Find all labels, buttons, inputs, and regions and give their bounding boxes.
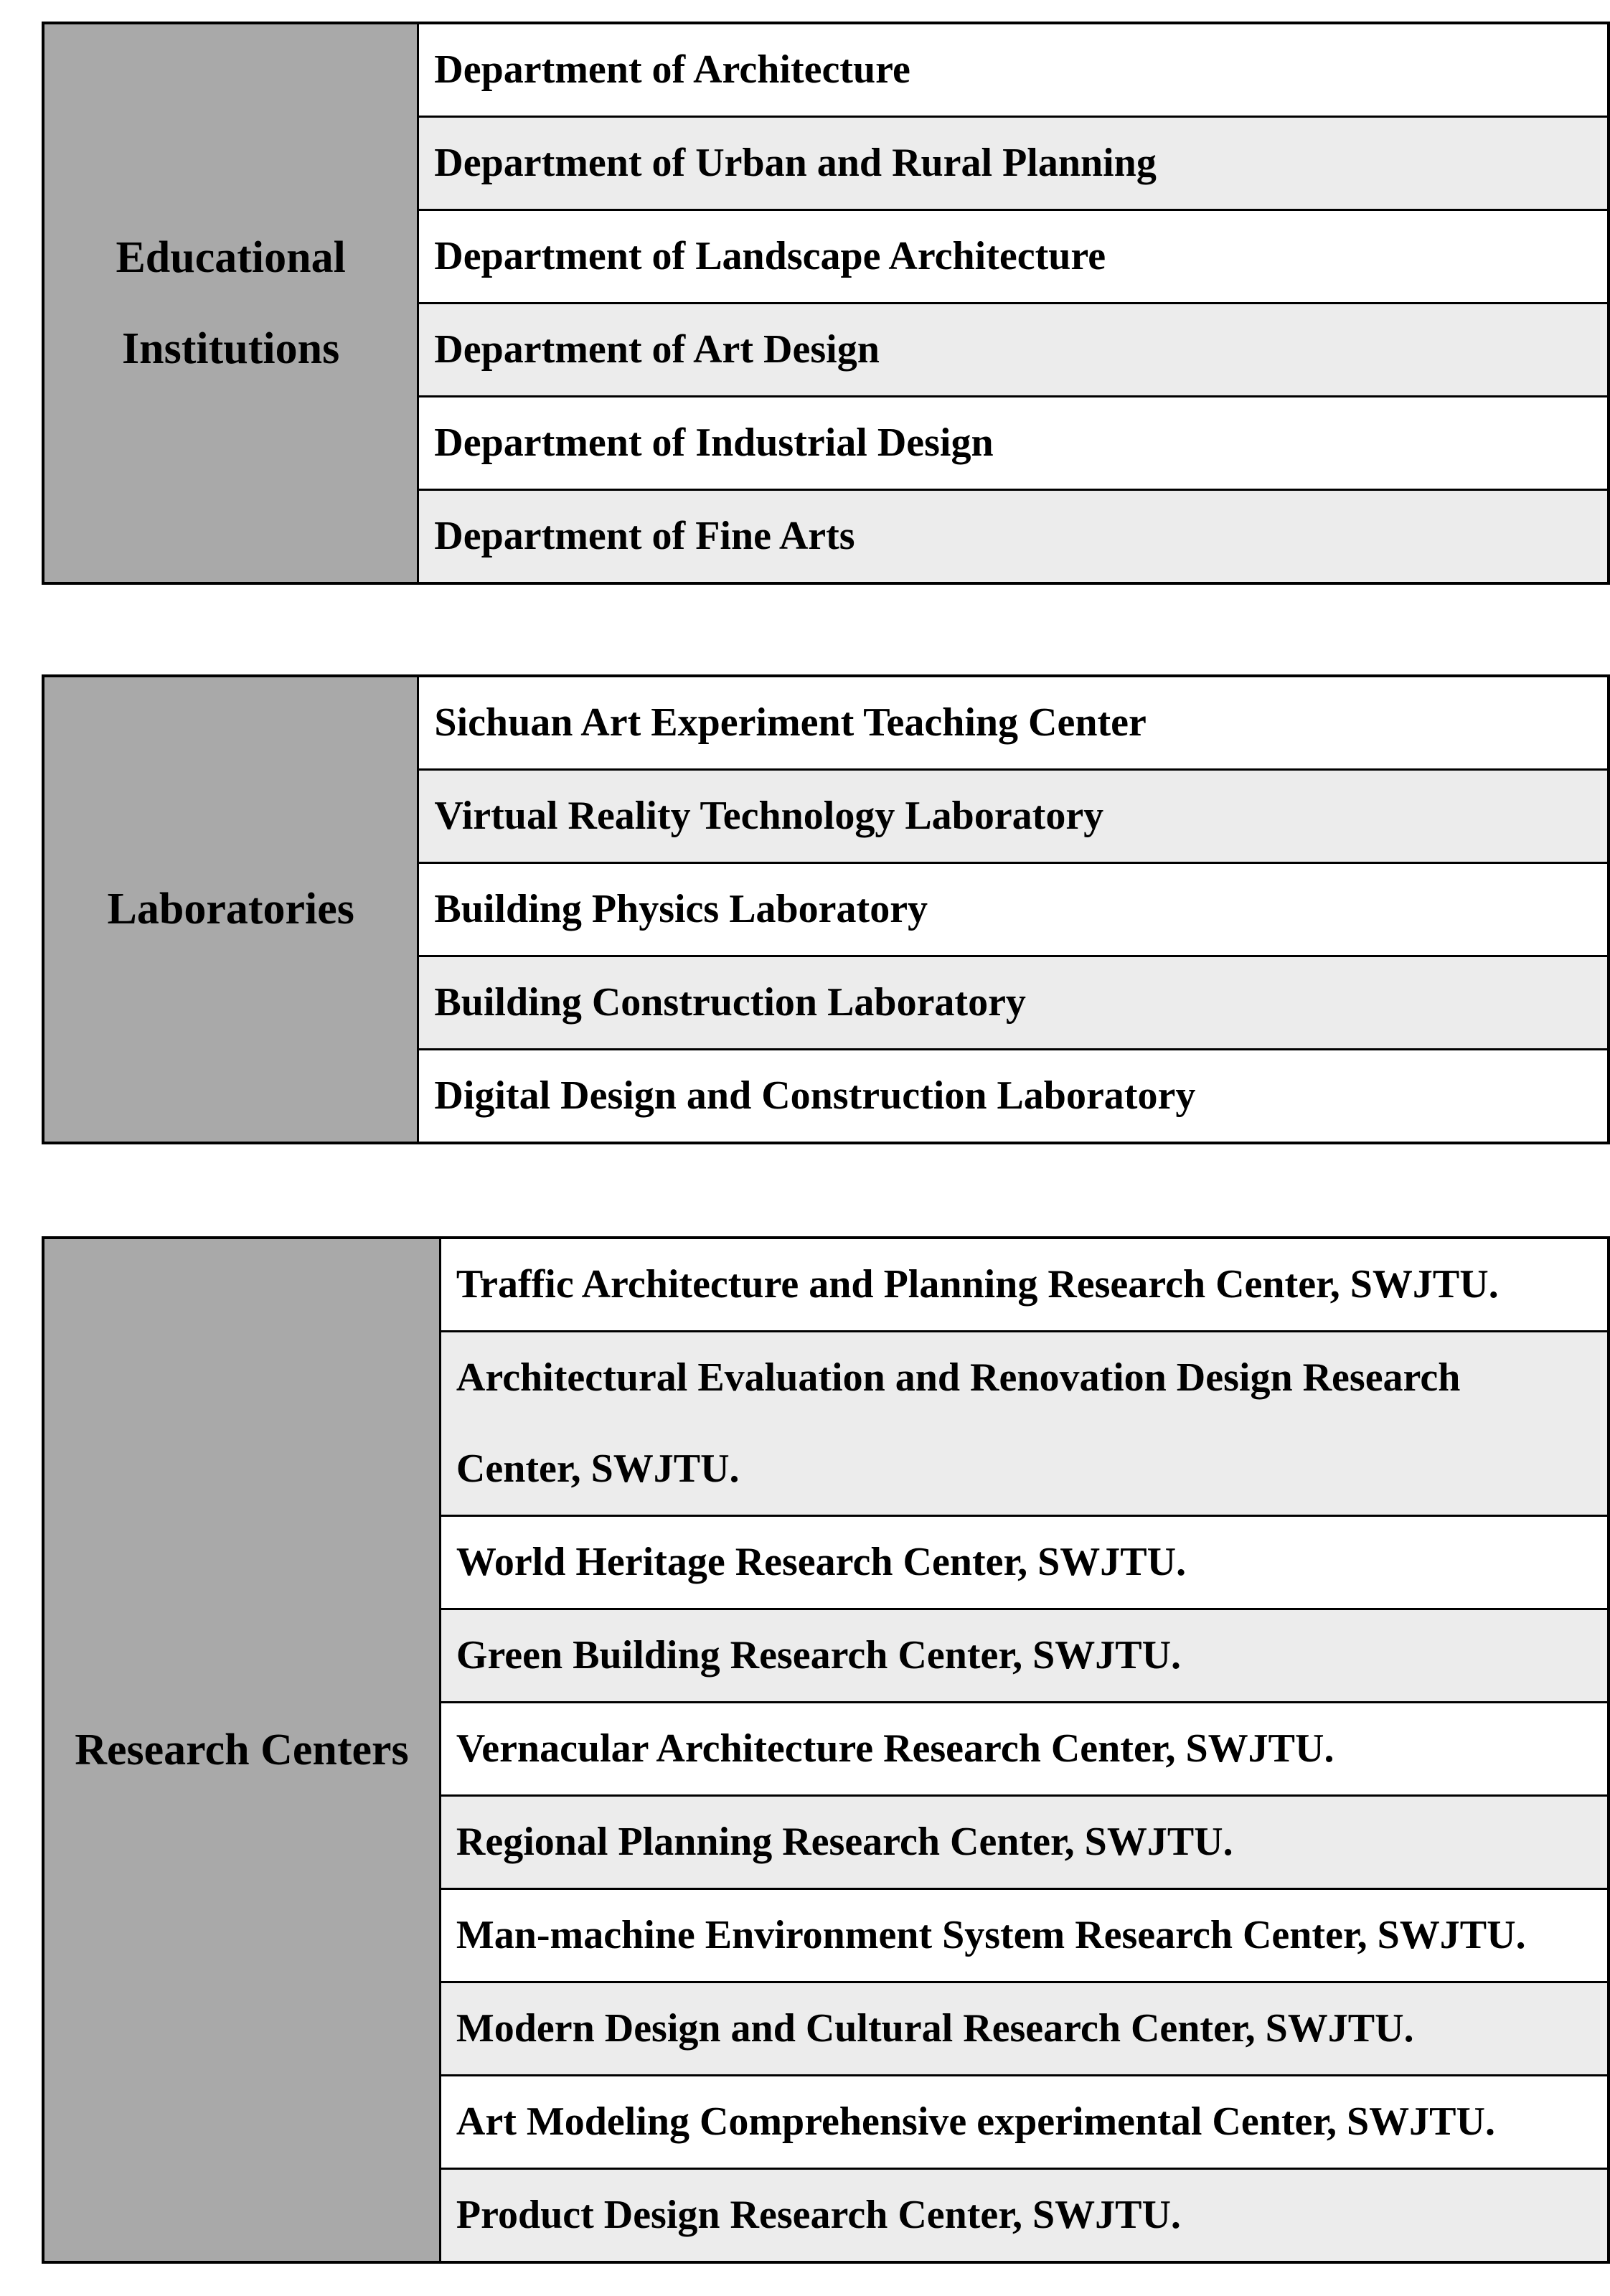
table-cell <box>418 117 1609 210</box>
table-row <box>43 23 1609 117</box>
laboratories-table <box>42 674 1610 1144</box>
table-cell <box>440 1796 1609 1889</box>
document <box>0 22 1610 2264</box>
table-cell <box>440 1889 1609 1982</box>
table-header-label: Institutions <box>122 324 340 373</box>
table-cell <box>418 956 1609 1050</box>
table-cell <box>440 2076 1609 2169</box>
table-cell <box>418 397 1609 490</box>
cell-text: Virtual Reality Technology Laboratory <box>434 794 1104 838</box>
educational-institutions-header-cell <box>43 23 418 583</box>
table-header-label: Educational <box>116 232 346 282</box>
table-cell <box>418 863 1609 956</box>
table-cell <box>440 1609 1609 1703</box>
table-cell <box>418 304 1609 397</box>
cell-text: Building Construction Laboratory <box>434 980 1026 1025</box>
cell-text: Center, SWJTU. <box>456 1446 740 1491</box>
table-cell <box>418 676 1609 770</box>
table-row <box>43 676 1609 770</box>
cell-text: Digital Design and Construction Laboratory <box>434 1073 1196 1118</box>
cell-text: Regional Planning Research Center, SWJTU. <box>456 1820 1233 1864</box>
cell-text: Art Modeling Comprehensive experimental Center, SWJTU. <box>456 2099 1495 2144</box>
table-header-label: Research Centers <box>75 1725 409 1774</box>
research-centers-header-cell <box>43 1238 440 2262</box>
cell-text: Department of Art Design <box>434 327 880 372</box>
cell-text: Vernacular Architecture Research Center, SWJTU. <box>456 1726 1334 1771</box>
table-cell <box>418 23 1609 117</box>
table-cell <box>440 1332 1609 1516</box>
table-cell <box>440 1982 1609 2076</box>
laboratories-header-cell <box>43 676 418 1143</box>
cell-text: Department of Urban and Rural Planning <box>434 141 1157 185</box>
table-cell <box>440 1516 1609 1609</box>
table-cell <box>418 1050 1609 1144</box>
cell-text: Building Physics Laboratory <box>434 887 928 931</box>
research-centers-table <box>42 1236 1610 2264</box>
cell-text: Department of Architecture <box>434 47 910 92</box>
table-header-label: Laboratories <box>107 885 354 933</box>
cell-text: World Heritage Research Center, SWJTU. <box>456 1540 1187 1584</box>
table-cell <box>418 490 1609 584</box>
table-cell <box>440 2169 1609 2263</box>
cell-text: Traffic Architecture and Planning Research Center, SWJTU. <box>456 1262 1499 1307</box>
cell-text: Product Design Research Center, SWJTU. <box>456 2193 1181 2237</box>
cell-text: Department of Landscape Architecture <box>434 234 1106 278</box>
table-cell <box>440 1703 1609 1796</box>
educational-institutions-table <box>42 22 1610 585</box>
cell-text: Architectural Evaluation and Renovation Design Research <box>456 1355 1461 1400</box>
cell-text: Green Building Research Center, SWJTU. <box>456 1633 1182 1678</box>
cell-text: Department of Fine Arts <box>434 514 855 558</box>
table-row <box>43 1238 1609 1332</box>
table-cell <box>418 770 1609 863</box>
table-cell <box>440 1238 1609 1332</box>
cell-text: Sichuan Art Experiment Teaching Center <box>434 700 1147 745</box>
cell-text: Modern Design and Cultural Research Center, SWJTU. <box>456 2006 1414 2051</box>
table-cell <box>418 210 1609 304</box>
cell-text: Man-machine Environment System Research Center, SWJTU. <box>456 1913 1526 1957</box>
cell-text: Department of Industrial Design <box>434 420 994 465</box>
